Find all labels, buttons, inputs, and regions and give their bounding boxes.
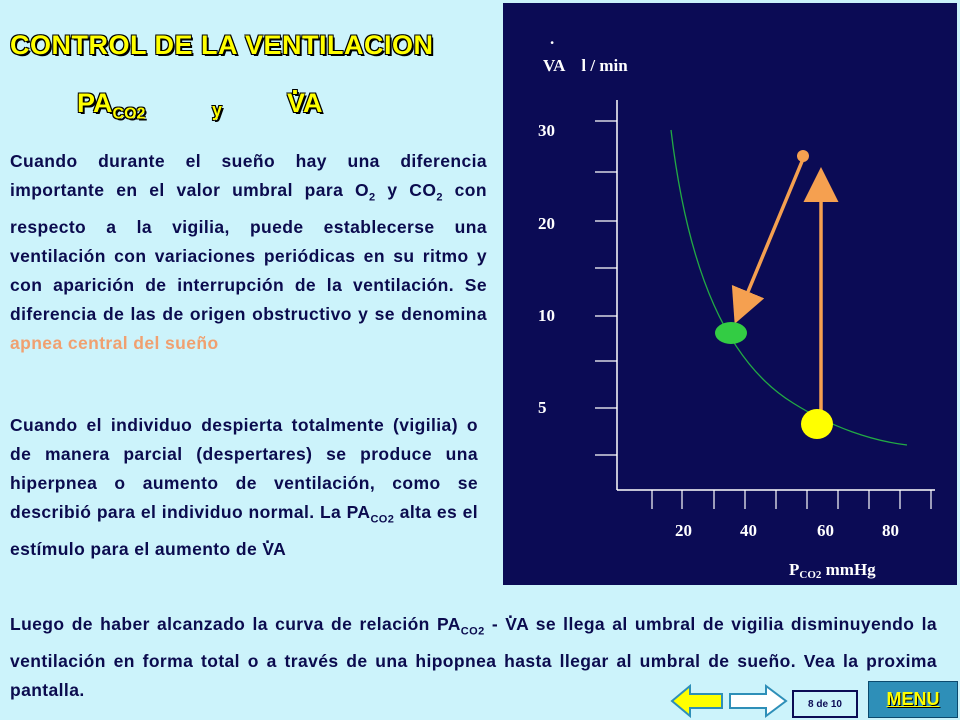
x-tick-label: 60 xyxy=(817,521,834,540)
x-tick-marks xyxy=(652,490,931,509)
slide-title: CONTROL DE LA VENTILACION xyxy=(10,30,434,60)
y-tick-label: 20 xyxy=(538,214,555,233)
highlight-apnea-central: apnea central del sueño xyxy=(10,332,219,353)
subtitle-pa: $PA_{CO2}$ xyxy=(77,88,146,123)
point-green xyxy=(715,322,747,344)
paragraph-apnea-central: Cuando durante el sueño hay una diferencia importante en el valor umbral para $O_2$ y $CO_2$ con respecto a la vigilia, puede establecerse una ventilación con variaciones periódicas en su ritmo y con aparición de interrupción de la ventilación. Se diferencia de las de origen obstructivo y se denomina apnea central del sueño xyxy=(10,151,487,353)
x-tick-label: 40 xyxy=(740,521,757,540)
x-tick-label: 20 xyxy=(675,521,692,540)
arrow-right-icon[interactable] xyxy=(728,684,788,718)
subtitle-y: y xyxy=(212,100,223,120)
y-tick-label: 30 xyxy=(538,121,555,140)
ventilation-chart xyxy=(503,3,957,585)
paragraph-hiperpnea: Cuando el individuo despierta totalmente (vigilia) o de manera parcial (despertares) se produce una hiperpnea o aumento de ventilación, como se describió para el individuo normal. La $PA_{CO2}$ alta es el estímulo para el aumento de . VA xyxy=(10,411,478,564)
ylabel-va: VA l / min xyxy=(543,56,628,75)
point-hiperpnea xyxy=(797,150,809,162)
y-tick-label: 10 xyxy=(538,306,555,325)
menu-label: MENU xyxy=(886,689,940,709)
y-tick-marks xyxy=(595,121,617,455)
chart-svg xyxy=(503,3,957,585)
ventilation-curve xyxy=(671,130,907,445)
menu-button[interactable] xyxy=(868,681,958,718)
page-indicator: 8 de 10 xyxy=(792,690,858,718)
x-tick-label: 80 xyxy=(882,521,899,540)
arrow-left-icon[interactable] xyxy=(670,684,724,718)
arrow-down-to-curve xyxy=(740,159,803,311)
paragraph-umbral: Luego de haber alcanzado la curva de relación $PA_{CO2}$ - . VA se llega al umbral de vigilia disminuyendo la ventilación en forma total o a través de una hipopnea hasta llegar al umbral de sueño. Vea la proxima pantalla. xyxy=(10,610,937,705)
xlabel: PCO2 mmHg xyxy=(789,560,876,581)
y-tick-label: 5 xyxy=(538,398,547,417)
slide-subtitle xyxy=(77,88,323,123)
point-yellow xyxy=(801,409,833,439)
subtitle-va: . VA xyxy=(287,88,323,119)
ylabel-dot: . xyxy=(550,29,555,48)
